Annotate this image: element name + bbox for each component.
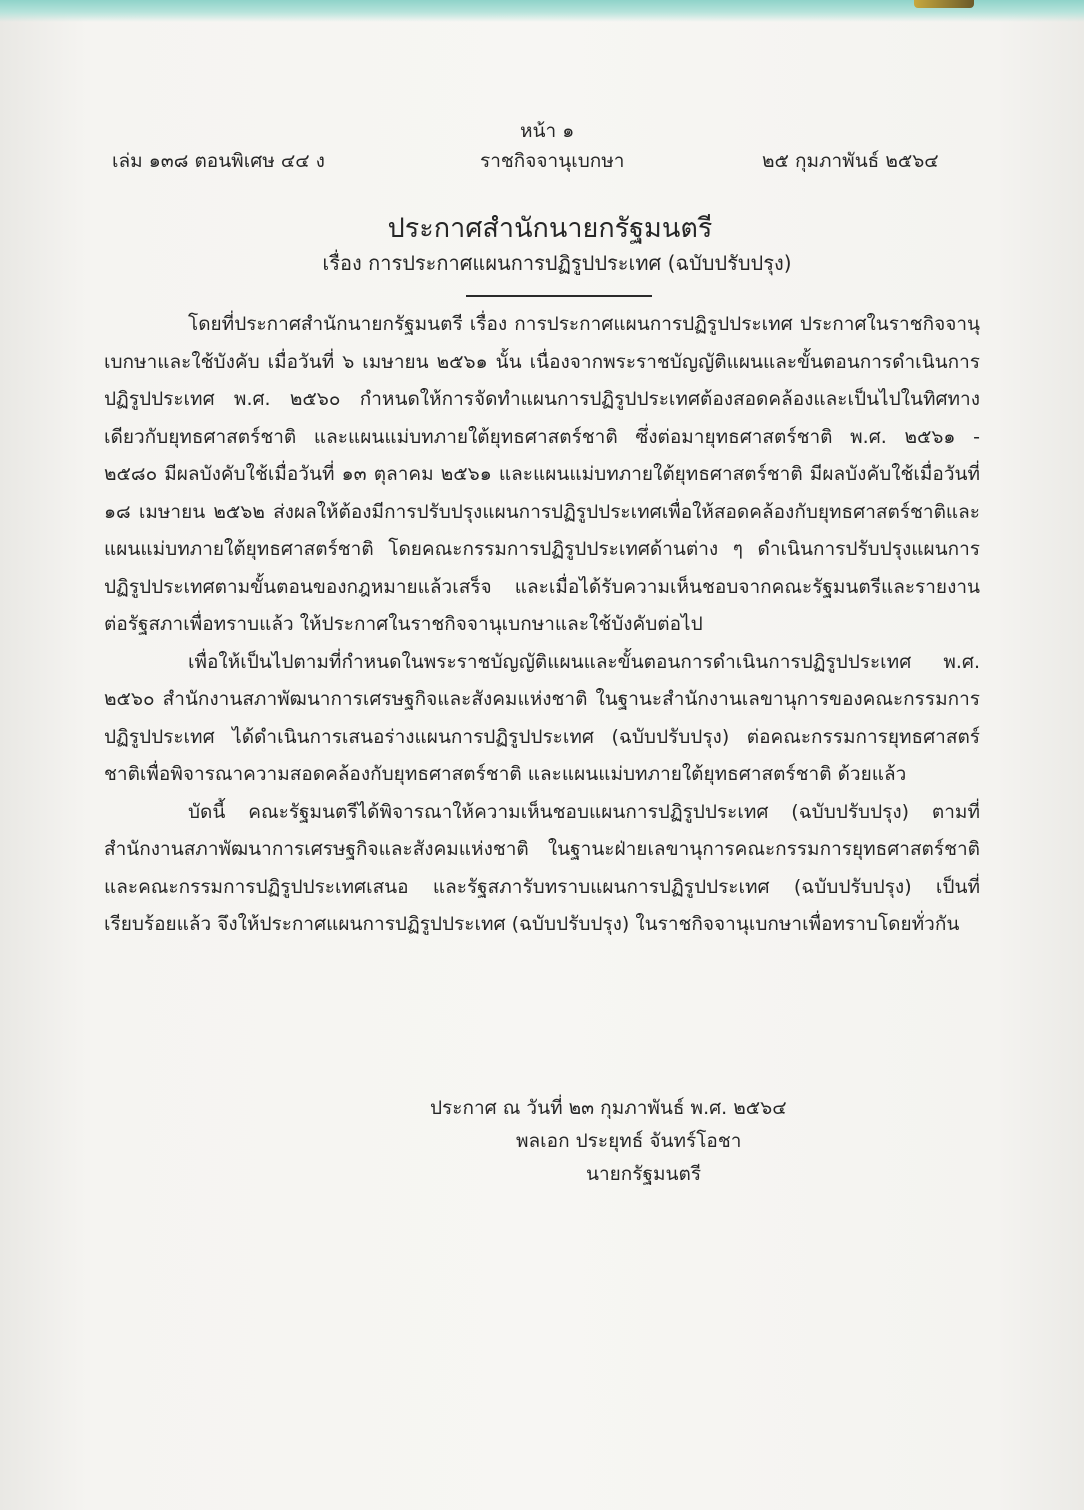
volume-issue: เล่ม ๑๓๘ ตอนพิเศษ ๔๔ ง: [112, 150, 325, 172]
announcement-subject: เรื่อง การประกาศแผนการปฏิรูปประเทศ (ฉบับปรับปรุง): [322, 251, 792, 275]
page-number: หน้า ๑: [520, 120, 575, 142]
title-divider: [466, 295, 652, 297]
signature-block: [430, 1092, 930, 1191]
announcement-date: ประกาศ ณ วันที่ ๒๓ กุมภาพันธ์ พ.ศ. ๒๕๖๔: [430, 1097, 787, 1119]
issue-date: ๒๕ กุมภาพันธ์ ๒๕๖๔: [762, 150, 939, 172]
gazette-name: ราชกิจจานุเบกษา: [480, 150, 625, 172]
body-paragraph-3: บัดนี้ คณะรัฐมนตรีได้พิจารณาให้ความเห็นชอบแผนการปฏิรูปประเทศ (ฉบับปรับปรุง) ตามที่สำนักงานสภาพัฒนาการเศรษฐกิจและสังคมแห่งชาติ ในฐานะฝ่ายเลขานุการคณะกรรมการยุทธศาสตร์ชาติและคณะกรรมการปฏิรูปประเทศเสนอ และรัฐสภารับทราบแผนการปฏิรูปประเทศ (ฉบับปรับปรุง) เป็นที่เรียบร้อยแล้ว จึงให้ประกาศแผนการปฏิรูปประเทศ (ฉบับปรับปรุง) ในราชกิจจานุเบกษาเพื่อทราบโดยทั่วกัน: [104, 800, 980, 935]
signatory-name: พลเอก ประยุทธ์ จันทร์โอชา: [516, 1130, 742, 1152]
body-paragraph-1: โดยที่ประกาศสำนักนายกรัฐมนตรี เรื่อง การประกาศแผนการปฏิรูปประเทศ ประกาศในราชกิจจานุเบกษาและใช้บังคับ เมื่อวันที่ ๖ เมษายน ๒๕๖๑ นั้น เนื่องจากพระราชบัญญัติแผนและขั้นตอนการดำเนินการปฏิรูปประเทศ พ.ศ. ๒๕๖๐ กำหนดให้การจัดทำแผนการปฏิรูปประเทศต้องสอดคล้องและเป็นไปในทิศทางเดียวกับยุทธศาสตร์ชาติ และแผนแม่บทภายใต้ยุทธศาสตร์ชาติ ซึ่งต่อมายุทธศาสตร์ชาติ พ.ศ. ๒๕๖๑ - ๒๕๘๐ มีผลบังคับใช้เมื่อวันที่ ๑๓ ตุลาคม ๒๕๖๑ และแผนแม่บทภายใต้ยุทธศาสตร์ชาติ มีผลบังคับใช้เมื่อวันที่ ๑๘ เมษายน ๒๕๖๒ ส่งผลให้ต้องมีการปรับปรุงแผนการปฏิรูปประเทศเพื่อให้สอดคล้องกับยุทธศาสตร์ชาติและแผนแม่บทภายใต้ยุทธศาสตร์ชาติ โดยคณะกรรมการปฏิรูปประเทศด้านต่าง ๆ ดำเนินการปรับปรุงแผนการปฏิรูปประเทศตามขั้นตอนของกฎหมายแล้วเสร็จ และเมื่อได้รับความเห็นชอบจากคณะรัฐมนตรีและรายงานต่อรัฐสภาเพื่อทราบแล้ว ให้ประกาศในราชกิจจานุเบกษาและใช้บังคับต่อไป: [104, 313, 980, 635]
body-paragraph-2: เพื่อให้เป็นไปตามที่กำหนดในพระราชบัญญัติแผนและขั้นตอนการดำเนินการปฏิรูปประเทศ พ.ศ. ๒๕๖๐ สำนักงานสภาพัฒนาการเศรษฐกิจและสังคมแห่งชาติ ในฐานะสำนักงานเลขานุการของคณะกรรมการปฏิรูปประเทศ ได้ดำเนินการเสนอร่างแผนการปฏิรูปประเทศ (ฉบับปรับปรุง) ต่อคณะกรรมการยุทธศาสตร์ชาติเพื่อพิจารณาความสอดคล้องกับยุทธศาสตร์ชาติ และแผนแม่บทภายใต้ยุทธศาสตร์ชาติ ด้วยแล้ว: [104, 650, 980, 785]
announcement-body: [104, 306, 980, 944]
announcement-title: ประกาศสำนักนายกรัฐมนตรี: [387, 213, 713, 244]
signatory-position: นายกรัฐมนตรี: [586, 1163, 702, 1185]
corner-mark: [914, 0, 974, 8]
gazette-header: [0, 108, 1084, 178]
